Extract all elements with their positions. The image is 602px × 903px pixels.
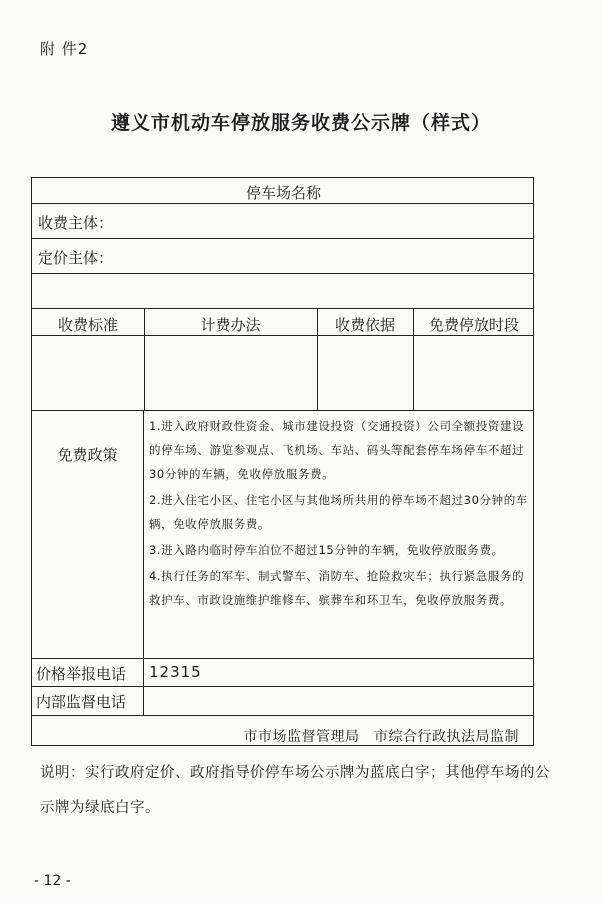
policy-item: 1.进入政府财政性资金、城市建设投资（交通投资）公司全额投资建设的停车场、游览参观点、飞机场、车站、码头等配套停车场停车不超过30分钟的车辆，免收停放服务费。 bbox=[149, 419, 525, 481]
charging-entity-label: 收费主体： bbox=[38, 214, 114, 232]
row-divider bbox=[32, 715, 533, 716]
document-title: 遵义市机动车停放服务收费公示牌（样式） bbox=[110, 112, 491, 134]
parking-name-label: 停车场名称 bbox=[245, 184, 321, 202]
column-header-method: 计费办法 bbox=[200, 316, 261, 334]
label-column-divider bbox=[143, 410, 144, 715]
report-phone-value: 12315 bbox=[149, 663, 202, 681]
supervision-phone-label: 内部监督电话 bbox=[36, 693, 127, 711]
row-divider bbox=[32, 273, 533, 274]
notice-board-table bbox=[31, 177, 534, 746]
report-phone-label: 价格举报电话 bbox=[36, 665, 127, 683]
pricing-entity-label: 定价主体： bbox=[38, 249, 114, 267]
policy-item: 3.进入路内临时停车泊位不超过15分钟的车辆，免收停放服务费。 bbox=[149, 543, 504, 557]
free-policy-label: 免费政策 bbox=[57, 446, 118, 464]
attachment-label: 附 件2 bbox=[40, 40, 89, 58]
column-header-basis: 收费依据 bbox=[334, 316, 395, 334]
monitoring-authority: 市市场监督管理局 市综合行政执法局监制 bbox=[243, 729, 519, 745]
row-divider bbox=[32, 203, 533, 204]
free-policy-list bbox=[149, 414, 529, 614]
policy-item: 2.进入住宅小区、住宅小区与其他场所共用的停车场不超过30分钟的车辆，免收停放服务费。 bbox=[149, 493, 528, 531]
row-divider bbox=[32, 238, 533, 239]
row-divider bbox=[32, 686, 533, 687]
policy-item: 4.执行任务的军车、制式警车、消防车、抢险救灾车；执行紧急服务的救护车、市政设施维护维修车、殡葬车和环卫车，免收停放服务费。 bbox=[149, 569, 525, 607]
row-divider bbox=[32, 410, 533, 411]
column-header-standard: 收费标准 bbox=[57, 316, 118, 334]
row-divider bbox=[32, 335, 533, 336]
explanation-note: 说明：实行政府定价、政府指导价停车场公示牌为蓝底白字；其他停车场的公示牌为绿底白字。 bbox=[40, 765, 550, 816]
row-divider bbox=[32, 658, 533, 659]
column-header-free-period: 免费停放时段 bbox=[428, 316, 519, 334]
row-divider bbox=[32, 308, 533, 309]
page-number: - 12 - bbox=[34, 873, 71, 889]
